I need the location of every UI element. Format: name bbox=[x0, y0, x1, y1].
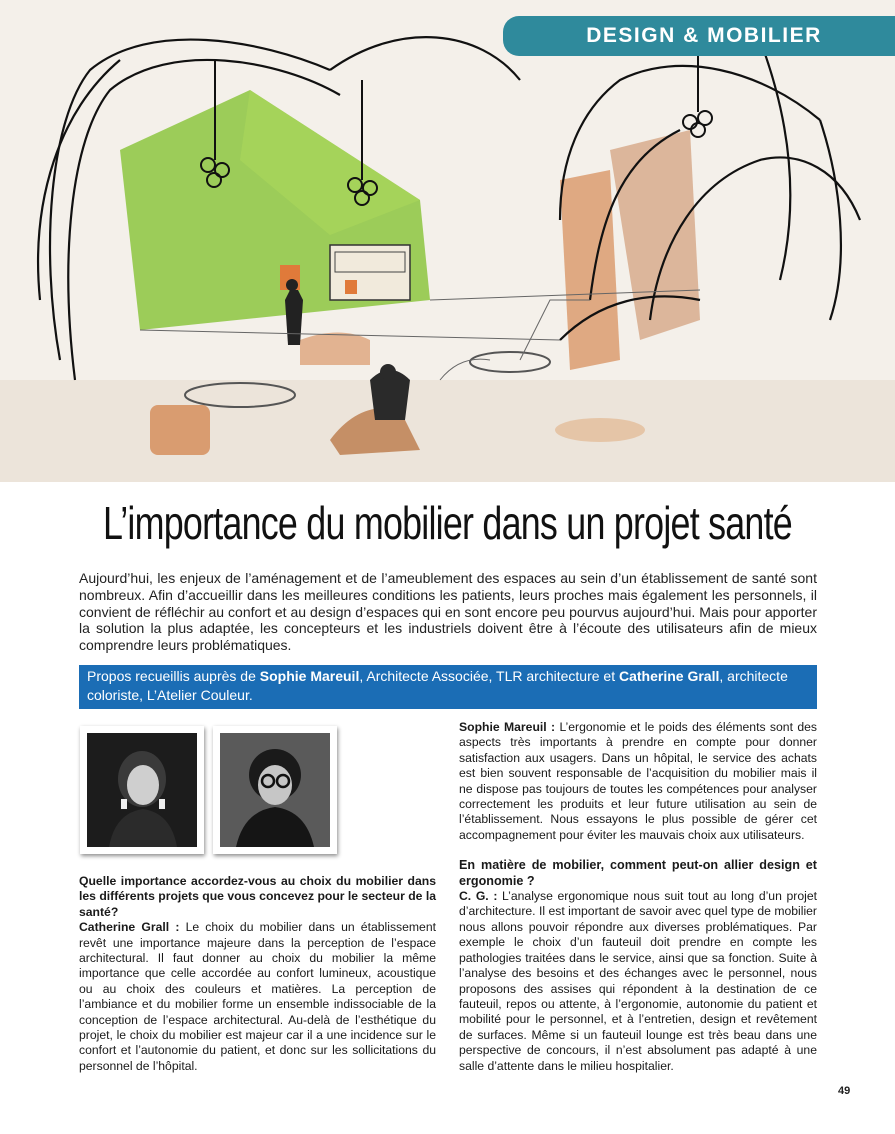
interview-answer-2 bbox=[459, 720, 817, 843]
credits-pre: Propos recueillis auprès de bbox=[87, 668, 260, 684]
section-label: DESIGN & MOBILIER bbox=[586, 24, 822, 47]
portrait-photo-2 bbox=[213, 726, 337, 854]
interview-answer-1 bbox=[79, 920, 436, 1074]
portrait-photo-1 bbox=[80, 726, 204, 854]
hero-sketch-illustration bbox=[0, 0, 895, 482]
right-column bbox=[459, 720, 817, 1074]
speaker-label: Sophie Mareuil : bbox=[459, 720, 560, 734]
interview-question-1: Quelle importance accordez-vous au choix du mobilier dans les différents projets que vous concevez pour le secteur de la santé? bbox=[79, 874, 436, 919]
article-lead: Aujourd’hui, les enjeux de l’aménagement et de l’ameublement des espaces au sein d’un établissement de santé sont nombreux. Afin d’accueillir dans les meilleures conditions les patients, leurs proches mais également les personnels, il convient de réfléchir au confort et au design d’espaces qui en sont encore peu pourvus aujourd’hui. Mais pour apporter la solution la plus adaptée, les concepteurs et les industriels doivent être à l’écoute des utilisateurs afin de mieux comprendre leurs problématiques. bbox=[79, 570, 817, 654]
credits-role-2: , architecte coloriste, L’Atelier Couleur. bbox=[87, 668, 788, 703]
article-title: L’importance du mobilier dans un projet santé bbox=[103, 497, 792, 549]
answer-text: L’analyse ergonomique nous suit tout au long d’un projet d’architecture. Il est important de savoir avec quel type de mobilier nous allons pouvoir répondre aux diverses problématiques. Par exemple le choix d’un fauteuil doit prendre en compte les pathologies traitées dans le service, ainsi que sa fonction. Suite à l’analyse des besoins et des échanges avec le personnel, nous proposons des assises qui répondent à la destination de ce fauteuil, repos ou attente, à l’ergonomie, autonomie du patient et mobilité pour le personnel, et à l’entretien, design et revêtement de surfaces. Même si un fauteuil lounge est très beau dans une perspective de concours, il n’est absolument pas adapté à une salle d’attente dans le milieu hospitalier. bbox=[459, 889, 817, 1073]
interview-answer-3 bbox=[459, 889, 817, 1074]
page-number: 49 bbox=[838, 1085, 851, 1097]
speaker-label: C. G. : bbox=[459, 889, 503, 904]
answer-text: Le choix du mobilier dans un établissement revêt une importance majeure dans la perception de l’espace architectural. Il faut donner au choix du mobilier la même importance que celle accordée au confort lumineux, acoustique ou au choix des couleurs et matières. La perception de l’ambiance et du mobilier forme un ensemble indissociable de la conception de l’espace architectural. Au-delà de l’esthétique du projet, le choix du mobilier est majeur car il a une incidence sur le confort et l’autonomie du patient, et donc sur les sollicitations du personnel de l’hôpital. bbox=[79, 920, 436, 1073]
credits-band bbox=[79, 665, 817, 709]
answer-text: L’ergonomie et le poids des éléments sont des aspects très importants à prendre en compte pour donner satisfaction aux usagers. Dans un hôpital, le service des achats est bien souvent responsable de l’acquisition du mobilier mais il ne dispose pas toujours de toutes les compétences pour analyser correctement les produits et leur future utilisation au sein de l’établissement. Nous essayons le plus possible de gérer cet accompagnement pour éviter les mauvais choix aux utilisateurs. bbox=[459, 720, 817, 842]
credits-name-2: Catherine Grall bbox=[619, 668, 720, 684]
credits-role-1: , Architecte Associée, TLR architecture et bbox=[359, 668, 619, 684]
credits-name-1: Sophie Mareuil bbox=[259, 668, 360, 684]
left-column bbox=[79, 874, 436, 1074]
interview-question-2: En matière de mobilier, comment peut-on allier design et ergonomie ? bbox=[459, 858, 817, 888]
speaker-label: Catherine Grall : bbox=[79, 920, 186, 935]
section-tab bbox=[503, 16, 895, 56]
